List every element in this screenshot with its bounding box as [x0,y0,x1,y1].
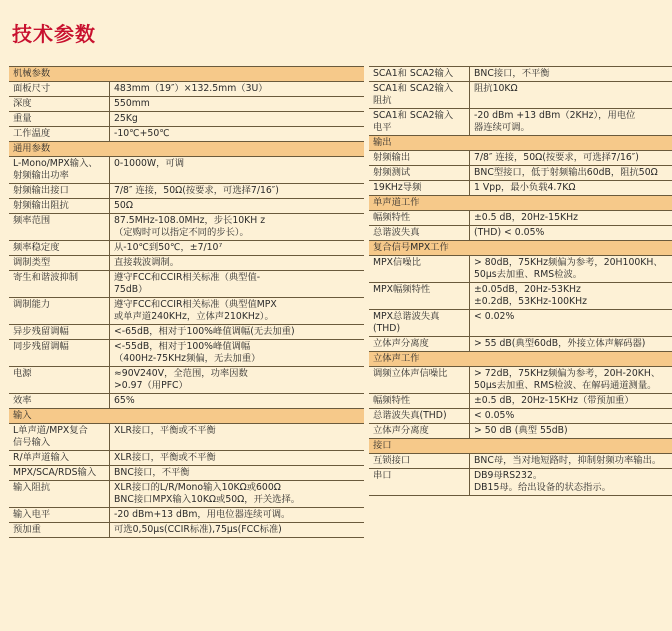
spec-value: 阻抗10KΩ [469,82,672,108]
spec-key: SCA1和 SCA2输入 阻抗 [373,83,454,106]
section-title: 机械参数 [13,68,51,79]
spec-value: > 80dB，75KHz频偏为参考，20H100KH、 50μs去加重、RMS检波。 [469,256,672,282]
spec-value: 遵守FCC和CCIR相关标准（典型值- 75dB） [109,271,364,297]
spec-table-right [369,66,672,496]
spec-row [9,340,364,367]
spec-row [369,82,672,109]
spec-row [369,454,672,469]
spec-value: 7/8″ 连接，50Ω(按要求，可选择7/16″) [469,151,672,165]
spec-row [9,466,364,481]
section-title: 立体声工作 [373,353,420,364]
spec-row [369,424,672,439]
spec-table-left [9,66,364,538]
spec-key: 射频输出 [373,152,411,163]
section-header [9,409,364,424]
section-header [369,352,672,367]
spec-row [9,481,364,508]
section-title: 单声道工作 [373,197,420,208]
spec-key: 射频输出阻抗 [13,200,69,211]
spec-value: XLR接口的L/R/Mono输入10KΩ或600Ω BNC接口MPX输入10KΩ或50Ω，开关选择。 [109,481,364,507]
spec-row [9,214,364,241]
spec-row [9,97,364,112]
spec-row [9,325,364,340]
spec-value: 65% [109,394,364,408]
spec-key: 串口 [373,470,392,481]
spec-key: 立体声分离度 [373,425,429,436]
spec-key: 立体声分离度 [373,338,429,349]
spec-value: ≈90V240V，全范围，功率因数 >0.97（用PFC） [109,367,364,393]
spec-row [369,394,672,409]
spec-value: 50Ω [109,199,364,213]
spec-key: 电源 [13,368,32,379]
spec-value: -20 dBm +13 dBm（2KHz），用电位 器连续可调。 [469,109,672,135]
spec-value: (THD) < 0.05% [469,226,672,240]
spec-key: 射频测试 [373,167,411,178]
spec-key: 寄生和谐波抑制 [13,272,79,283]
spec-value: < 0.05% [469,409,672,423]
spec-value: < 0.02% [469,310,672,336]
spec-value: ±0.05dB，20Hz-53KHz ±0.2dB，53KHz-100KHz [469,283,672,309]
section-title: 输入 [13,410,32,421]
spec-value: 直接载波调制。 [109,256,364,270]
spec-row [369,367,672,394]
spec-value: <-65dB，相对于100%峰值调幅(无去加重) [109,325,364,339]
spec-value: 遵守FCC和CCIR相关标准（典型值MPX 或单声道240KHz，立体声210KHz）。 [109,298,364,324]
section-title: 输出 [373,137,392,148]
spec-value: 550mm [109,97,364,111]
spec-key: 19KHz导频 [373,182,422,193]
spec-row [369,151,672,166]
spec-key: 工作温度 [13,128,51,139]
spec-row [9,157,364,184]
spec-row [9,82,364,97]
spec-key: L-Mono/MPX输入、 射频输出功率 [13,158,98,181]
spec-row [9,298,364,325]
spec-row [369,337,672,352]
spec-row [369,211,672,226]
spec-row [9,241,364,256]
spec-row [369,67,672,82]
spec-key: 输入阻抗 [13,482,51,493]
spec-key: 异步残留调幅 [13,326,69,337]
spec-key: MPX总谐波失真(THD) [373,311,440,334]
spec-value: <-55dB，相对于100%峰值调幅 （400Hz-75KHz频偏，无去加重） [109,340,364,366]
spec-key: 频率稳定度 [13,242,60,253]
section-title: 通用参数 [13,143,51,154]
spec-value: 1 Vpp，最小负载4.7KΩ [469,181,672,195]
spec-value: BNC接口，不平衡 [109,466,364,480]
spec-row [369,109,672,136]
spec-value: > 72dB，75KHz频偏为参考，20H-20KH、 50μs去加重、RMS检波、在解码通道测量。 [469,367,672,393]
spec-key: 面板尺寸 [13,83,51,94]
spec-row [9,508,364,523]
section-header [369,196,672,211]
spec-value: 483mm（19″）×132.5mm（3U） [109,82,364,96]
spec-value: -10℃+50℃ [109,127,364,141]
spec-row [9,256,364,271]
spec-row [9,199,364,214]
spec-value: XLR接口，平衡或不平衡 [109,424,364,450]
spec-key: 效率 [13,395,32,406]
spec-key: 互锁接口 [373,455,411,466]
spec-value: XLR接口，平衡或不平衡 [109,451,364,465]
spec-key: 同步残留调幅 [13,341,69,352]
spec-key: L单声道/MPX复合 信号输入 [13,425,88,448]
spec-value: 7/8″ 连接，50Ω(按要求，可选择7/16″) [109,184,364,198]
spec-value: 0-1000W，可调 [109,157,364,183]
section-header [9,67,364,82]
spec-value: 从-10℃到50℃，±7/10⁷ [109,241,364,255]
spec-row [9,271,364,298]
spec-row [369,409,672,424]
spec-key: MPX/SCA/RDS输入 [13,467,97,478]
spec-key: R/单声道输入 [13,452,70,463]
spec-key: 总谐波失真(THD) [373,410,447,421]
spec-value: BNC接口，不平衡 [469,67,672,81]
spec-grid-right [369,66,672,496]
section-header [369,439,672,454]
spec-row [9,112,364,127]
spec-key: 深度 [13,98,32,109]
spec-row [9,523,364,538]
spec-row [9,451,364,466]
spec-key: MPX幅频特性 [373,284,431,295]
page-title: 技术参数 [12,22,96,46]
spec-value: BNC型接口，低于射频输出60dB，阻抗50Ω [469,166,672,180]
section-header [9,142,364,157]
spec-key: 频率范围 [13,215,51,226]
section-header [369,241,672,256]
spec-key: 输入电平 [13,509,51,520]
spec-row [369,256,672,283]
spec-key: SCA1和 SCA2输入 [373,68,454,79]
spec-key: 幅频特性 [373,395,411,406]
section-header [369,136,672,151]
spec-key: 调频立体声信噪比 [373,368,448,379]
spec-row [9,394,364,409]
spec-value: > 55 dB(典型60dB，外接立体声解码器) [469,337,672,351]
spec-key: SCA1和 SCA2输入 电平 [373,110,454,133]
spec-key: 重量 [13,113,32,124]
spec-row [369,181,672,196]
spec-row [369,310,672,337]
spec-key: 总谐波失真 [373,227,420,238]
spec-value: ±0.5 dB，20Hz-15KHz [469,211,672,225]
spec-key: 调制类型 [13,257,51,268]
spec-row [369,283,672,310]
spec-value: BNC母，当对地短路时，抑制射频功率输出。 [469,454,672,468]
spec-value: 25Kg [109,112,364,126]
spec-key: 预加重 [13,524,41,535]
section-title: 复合信号MPX工作 [373,242,449,253]
spec-row [369,469,672,496]
spec-key: MPX信噪比 [373,257,421,268]
spec-row [9,184,364,199]
spec-row [9,424,364,451]
spec-value: 87.5MHz-108.0MHz，步长10KH z （定购时可以指定不同的步长）。 [109,214,364,240]
spec-row [9,367,364,394]
spec-value: -20 dBm+13 dBm，用电位器连续可调。 [109,508,364,522]
section-title: 接口 [373,440,392,451]
spec-key: 幅频特性 [373,212,411,223]
spec-value: ±0.5 dB，20Hz-15KHz（带预加重） [469,394,672,408]
spec-value: 可选0,50μs(CCIR标准),75μs(FCC标准) [109,523,364,537]
spec-row [369,166,672,181]
spec-row [369,226,672,241]
spec-value: DB9母RS232。 DB15母。给出设备的状态指示。 [469,469,672,495]
spec-key: 射频输出接口 [13,185,69,196]
spec-key: 调制能力 [13,299,51,310]
spec-value: > 50 dB (典型 55dB) [469,424,672,438]
spec-row [9,127,364,142]
spec-grid-left [9,66,364,538]
